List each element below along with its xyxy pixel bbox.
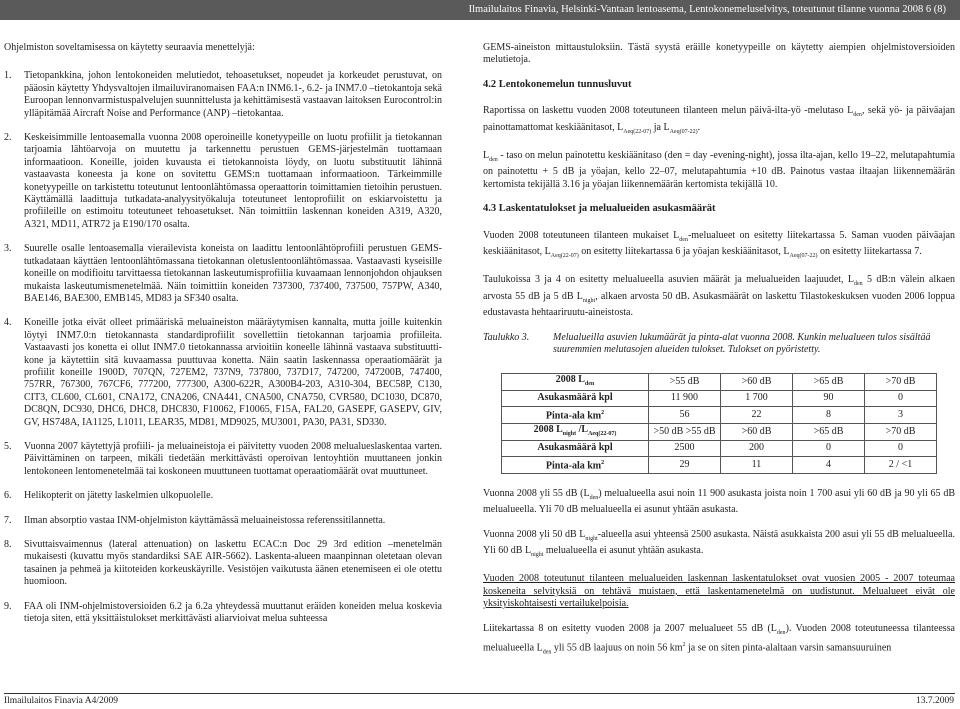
table-cell: 200 (721, 441, 793, 457)
table-caption-text: Melualueilla asuvien lukumäärät ja pinta-alat vuonna 2008. Kunkin melualueen tulos sisältää suuremmien melutasojen alueiden tulokset. Tulokset on pyöristetty. (553, 331, 931, 356)
list-item-number: 4. (4, 317, 12, 329)
header-title: Ilmailulaitos Finavia, Helsinki-Vantaan lentoasema, Lentokonemeluselvitys, toteutunut tilanne vuonna 2008 6 (8) (468, 4, 946, 15)
table-row (502, 406, 937, 423)
table-row (502, 441, 937, 457)
table-cell: Asukasmäärä kpl (502, 390, 649, 406)
table-cell: Pinta-ala $km^2$ (502, 406, 649, 423)
paragraph-results: Vuoden 2008 toteutuneen tilanteen mukaiset $L_{den}$-melualueet on esitetty liitekartassa 5. Saman vuoden päiväajan keskiäänitasot, $L_{Aeq(22-07)}$ on esitetty liitekartassa 6 ja yöajan keskiäänitasot, $L_{Aeq(07-22)}$ on esitetty liitekartassa 7. (483, 229, 955, 260)
list-item-text: FAA oli INM-ohjelmistoversioiden 6.2 ja 6.2a yhteydessä muuttanut eräiden koneiden melua koskevia tietoja siten, että yksittäistulokset merkittävästi aliarvioivat melua suhteessa (24, 600, 442, 625)
table-cell: 29 (649, 457, 721, 474)
list-item (4, 601, 442, 626)
list-item (4, 243, 442, 305)
paragraph-lden: $L_{den}$ - taso on melun painotettu keskiäänitaso (den = day -evening-night), jossa ilta-ajan, kello 19–22, melutapahtumia on painotettu + 5 dB ja yöajan, kello 22–07, melutapahtumia +10 dB. Painotus vastaa iltaajan liikennemäärän kertomista tekijällä 3.16 ja yöajan liikennemäärän kertomista tekijällä 10. (483, 150, 955, 190)
table-cell: >55 dB (649, 373, 721, 390)
list-item (4, 132, 442, 231)
section-heading-4-2: 4.2 Lentokonemelun tunnusluvut (483, 78, 632, 90)
table-row (502, 457, 937, 474)
table-row (502, 373, 937, 390)
table-cell: >65 dB (793, 423, 865, 440)
right-column (483, 42, 955, 671)
table-cell: 11 (721, 457, 793, 474)
paragraph-night-residents: Vuonna 2008 yli 50 dB $L_{night}$-alueella asui yhteensä 2500 asukasta. Näistä asukkaista 200 asui yli 55 dB melualueella. Yli 60 dB $L_{night}$ melualueella ei asunut yhtään asukasta. (483, 528, 955, 558)
list-item-text: Helikopterit on jätetty laskelmien ulkopuolelle. (24, 490, 214, 502)
footer-rule (4, 693, 955, 694)
paragraph-report: Raportissa on laskettu vuoden 2008 toteutuneen tilanteen melun päivä-ilta-yö -melutaso $L_{den}$, sekä yö- ja päiväajan painottamattomat keskiäänitasot, $L_{Aeq(22-07)}$ ja $L_{Aeq(07-22)}$. (483, 105, 955, 135)
table-cell: 90 (793, 390, 865, 406)
list-item (4, 70, 442, 120)
table-cell: 0 (865, 390, 937, 406)
table-cell: >65 dB (793, 373, 865, 390)
procedure-list (4, 70, 442, 625)
paragraph-gems: GEMS-aineiston mittaustuloksiin. Tästä syystä eräille konetyypeille on käytetty aiempien ohjelmistoversioiden melutietoja. (483, 42, 955, 66)
table-cell: 2008 $L_{night}$ $/L_{Aeq(22-07)}$ (502, 423, 649, 440)
paragraph-map8: Liitekartassa 8 on esitetty vuoden 2008 ja 2007 melualueet 55 dB $(L_{den})$. Vuoden 2008 toteutuneessa tilanteessa melualueella $L_{den}$ yli 55 dB laajuus on noin 56 $km^2$ ja se on siten pinta-alaltaan varsin samansuuruinen (483, 622, 955, 656)
table-cell: >50 dB >55 dB (649, 423, 721, 440)
list-item (4, 539, 442, 589)
table-cell: 1 700 (721, 390, 793, 406)
section-heading-4-3: 4.3 Laskentatulokset ja melualueiden asukasmäärät (483, 203, 716, 215)
table-cell: 2 / <1 (865, 457, 937, 474)
footer-left: Ilmailulaitos Finavia A4/2009 (4, 696, 118, 706)
list-item-text: Tietopankkina, johon lentokoneiden melutiedot, tehoasetukset, nopeudet ja korkeudet perustuvat, on pääosin käytetty Yhdysvaltojen ilmailuviranomaisen FAA:n INM6.1-, 6.2- ja INM7.0 –tietokantoja sekä Euroopan lennonvarmistuspalvelujen suunnittelusta ja kehittämisestä vastaavan laitoksen Eurocontrol:in ylläpitämää Aircraft Noise and Performance (ANP) –tietokantaa. (24, 70, 442, 119)
intro-text: Ohjelmiston soveltamisessa on käytetty seuraavia menettelyjä: (4, 42, 255, 53)
table-cell: Pinta-ala $km^2$ (502, 457, 649, 474)
left-column (4, 42, 442, 637)
table-row (502, 423, 937, 440)
list-item (4, 441, 442, 478)
table-cell: 0 (865, 441, 937, 457)
table-cell: >70 dB (865, 423, 937, 440)
list-item-text: Vuonna 2007 käytettyjä profiili- ja meluaineistoja ei päivitetty vuoden 2008 melualueslaskentaa varten. Päivittäminen on tarpeen, mikäli tiedetään merkittävästi operoivan lentoyhtiön muuttaneen jonkin lentokoneen lentomenetelmää tai koskoneen muuttuneen tuottamat operaatiomäärät ovat muuttuneet. (24, 440, 442, 477)
table-cell: 2008 $L_{den}$ (502, 373, 649, 390)
table-cell: 8 (793, 406, 865, 423)
paragraph-tables: Taulukoissa 3 ja 4 on esitetty melualueella asuvien määrät ja melualueiden laajuudet, $L_{den}$ 5 dB:n välein alkaen arvosta 55 dB ja 5 dB $L_{night}$, alkaen arvosta 50 dB. Asukasmäärät on laskettu Tilastokeskuksen vuoden 2006 loppua edustavasta hehtaariruutu-aineistosta. (483, 274, 955, 319)
table-cell: Asukasmäärä kpl (502, 441, 649, 457)
list-item-text: Suurelle osalle lentoasemalla vierailevista koneista on laadittu lentoonlähtöprofiili perustuen GEMS-tutkadataan käyttäen lentoonlähtömassana tietokannan oletuslentoonlähtömassaa. Vastaavasti kyseisille koneille on modifioitu tarvittaessa tietokannan laskeutumisprofiilia kuvaamaan lennonjohdon ohjauksen mukaista laskeutumismenetelmää. Näin toimittiin koneiden 737300, 737400, 737500, 757PW, A340, BAE146, BAE300, EMB145, MD83 ja SF340 osalta. (24, 243, 442, 304)
paragraph-lden-residents: Vuonna 2008 yli 55 dB $(L_{den})$ melualueella asui noin 11 900 asukasta joista noin 1 700 asui yli 60 dB ja 90 yli 65 dB melualueella. Yli 70 dB melualueella ei asunut yhtään asukasta. (483, 487, 955, 516)
table-cell: 4 (793, 457, 865, 474)
list-item-number: 7. (4, 514, 12, 526)
table-cell: 2500 (649, 441, 721, 457)
table-cell: >60 dB (721, 423, 793, 440)
table-cell: 3 (865, 406, 937, 423)
list-item-number: 8. (4, 539, 12, 550)
footer-date: 13.7.2009 (916, 696, 954, 706)
list-item-text: Keskeisimmille lentoasemalla vuonna 2008 operoineille konetyypeille on luotu profiilit ja tietokannan tarjoamia lähtöarvoja on muutettu ja tarkennettu perustuen GEMS-järjestelmän tuottamaan informaatioon. Koneille, joiden kuvausta ei tietokannoista löydy, on luotu substituutit lähinnä vastaavasta koneesta ja kone on sovitettu GEMS:n tuottamaan informaatioon. Tärkeimmille konetyypeille on tarkistettu toteutunut lentoonlähtömassa operaattorin toimittamien tietoihin perustuen. Käyttämällä laadittuja tutkadata-analyysityökaluja toteutuneet lentoprofiilit on eskiarvoistettu ja profiileille on estimoitu toteutuneet tehoasetukset. Nän toimittiin laskennan koneiden A319, A320, A321, MD11, ATR72 ja E190/170 osalta. (24, 132, 442, 230)
list-item (4, 515, 442, 527)
list-item-text: Sivuttaisvaimennus (lateral attenuation) on laskettu ECAC:n Doc 29 3rd edition –menetelmän mukaisesti (kuvattu myös standardiksi SAE AIR-5662). Laskenta-alueen maanpinnan oletetaan olevan tasainen ja pehmeä ja kiitoteiden korkeuskäyrille. Vesistöjen vaikutusta äänen etenemiseen ei ole otettu huomioon. (24, 539, 442, 588)
table-cell: 11 900 (649, 390, 721, 406)
list-item (4, 317, 442, 429)
list-item-text: Koneille jotka eivät olleet primääriskä meluaineiston määräytymisen kannalta, mutta joille kuitenkin löytyi INM7.0:n tietokannasta standardiprofiilit sovellettiin tietokannan tarjoamia profiileita. Vastaavasti jos konetta ei ollut INM7.0 tietokannassa arvioitiin koneelle lähinnä vastaava substituutti-kone ja käytettiin sitä kuvaamassa puuttuvaa konetta. Näin saatin laskennassa operaatiomäärät ja profiilit koneille 1900D, 707QN, 727EM2, 737N9, 737800, 737D17, 747200, 747200B, 747400, 757RR, 767300, 767CF6, 777200, 777300, A300-622R, A300B4-203, A310-304, BEC58P, C130, CIT3, CL600, CL601, CNA172, CNA206, CNA441, CNA500, CNA750, CVR580, DC1030, DC870, DC8QN, DC930, DHC6, DHC8, DHC830, F10062, F10065, F15A, FAL20, GASEPF, GASEPV, GIV, GV, HS748A, IA1125, L1011, LEAR35, MD81, MD9025, MU3001, PA30, PA31, SD330. (24, 317, 442, 428)
page-header (0, 0, 960, 20)
list-item (4, 490, 442, 502)
list-item-number: 1. (4, 70, 12, 82)
table-caption-label: Taulukko 3. (483, 331, 530, 343)
table-cell: >60 dB (721, 373, 793, 390)
paragraph-comparison: Vuoden 2008 toteutunut tilanteen melualueiden laskennan laskentatulokset ovat vuosien 2005 - 2007 toteumaa koskeneita selvityksiä on tehtävä muistaen, että laskentamenetelmä on uudistunut. Melualueet eivät ole yksityiskohtaisesti vertailukelpoisia. (483, 573, 955, 610)
table-cell: 0 (793, 441, 865, 457)
list-item-number: 3. (4, 243, 12, 255)
table-cell: >70 dB (865, 373, 937, 390)
table-cell: 22 (721, 406, 793, 423)
list-item-number: 9. (4, 600, 12, 612)
noise-table (501, 373, 937, 474)
list-item-text: Ilman absorptio vastaa INM-ohjelmiston käyttämässä meluaineistossa referenssitilannetta. (24, 514, 386, 526)
list-item-number: 6. (4, 490, 12, 502)
table-caption (483, 332, 955, 357)
list-item-number: 2. (4, 132, 12, 144)
table-row (502, 390, 937, 406)
table-cell: 56 (649, 406, 721, 423)
list-item-number: 5. (4, 440, 12, 452)
